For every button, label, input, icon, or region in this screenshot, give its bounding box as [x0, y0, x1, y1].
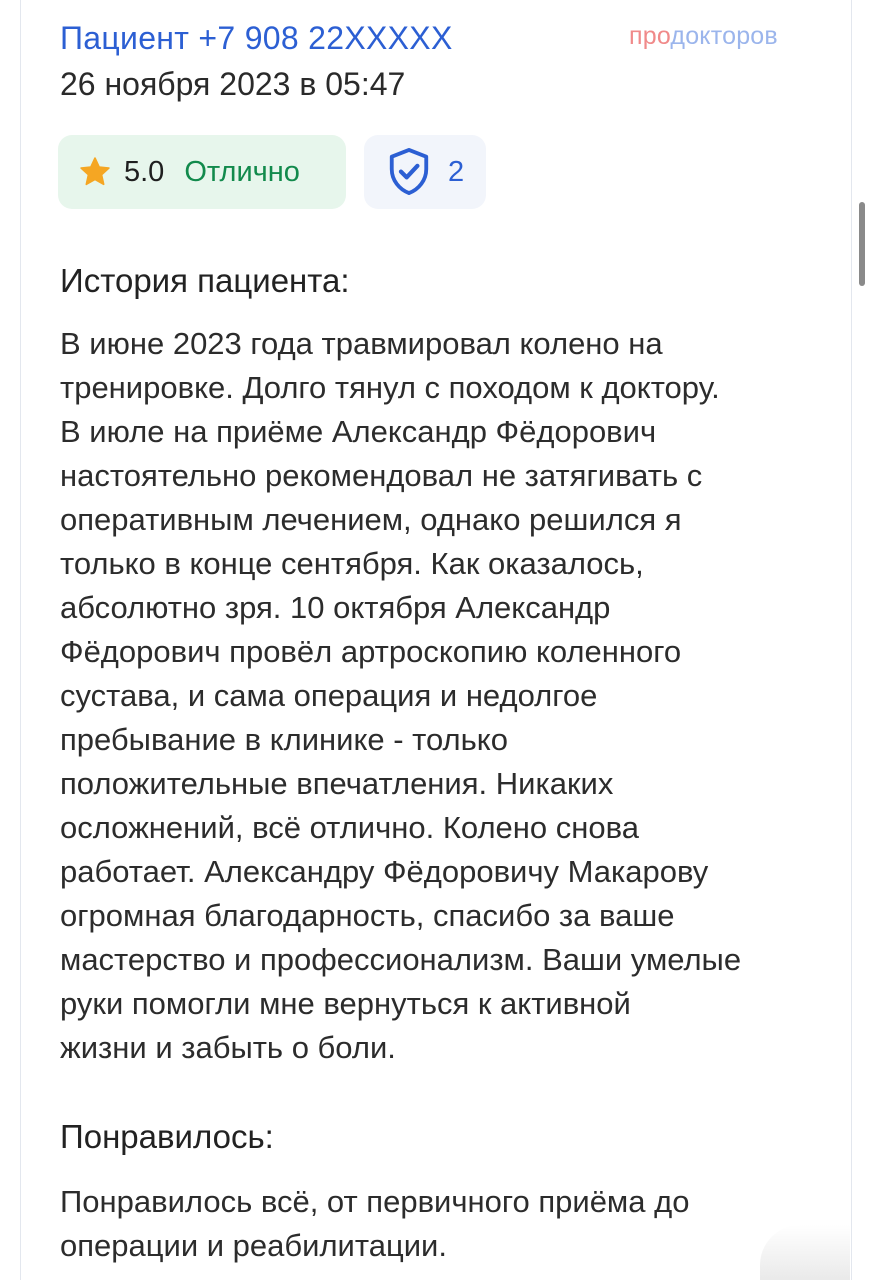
- brand-logo: [629, 22, 778, 51]
- history-line: положительные впечатления. Никаких: [60, 766, 614, 801]
- scrollbar-thumb[interactable]: [859, 202, 865, 286]
- star-icon: [78, 155, 112, 189]
- history-line: осложнений, всё отлично. Колено снова: [60, 810, 639, 845]
- history-line: сустава, и сама операция и недолгое: [60, 678, 598, 713]
- history-line: В июне 2023 года травмировал колено на: [60, 326, 663, 361]
- rating-badge[interactable]: [58, 135, 346, 209]
- history-line: пребывание в клинике - только: [60, 722, 508, 757]
- liked-title: Понравилось:: [60, 1118, 274, 1155]
- history-line: огромная благодарность, спасибо за ваше: [60, 898, 675, 933]
- rating-label: Отлично: [184, 155, 300, 188]
- history-line: работает. Александру Фёдоровичу Макарову: [60, 854, 709, 889]
- brand-logo-doc: докторов: [670, 22, 778, 50]
- liked-text: [60, 1180, 820, 1268]
- history-line: настоятельно рекомендовал не затягивать с: [60, 458, 703, 493]
- history-line: Фёдорович провёл артроскопию коленного: [60, 634, 682, 669]
- liked-line: Понравилось всё, от первичного приёма до: [60, 1184, 690, 1219]
- rating-score: 5.0: [124, 155, 165, 188]
- brand-logo-pro: про: [629, 22, 671, 50]
- history-line: тренировке. Долго тянул с походом к доктору.: [60, 370, 720, 405]
- verified-badge[interactable]: [364, 135, 486, 209]
- history-title: История пациента:: [60, 262, 350, 299]
- overlay-shadow: [760, 1225, 850, 1280]
- history-line: мастерство и профессионализм. Ваши умелые: [60, 942, 742, 977]
- history-line: только в конце сентября. Как оказалось,: [60, 546, 644, 581]
- history-line: оперативным лечением, однако решился я: [60, 502, 682, 537]
- shield-check-icon: [386, 147, 432, 197]
- verified-count: 2: [448, 155, 465, 188]
- liked-line: операции и реабилитации.: [60, 1228, 447, 1263]
- history-line: абсолютно зря. 10 октября Александр: [60, 590, 611, 625]
- patient-name-link[interactable]: Пациент +7 908 22XXXXX: [60, 20, 453, 56]
- history-line: жизни и забыть о боли.: [60, 1030, 396, 1065]
- history-text: [60, 322, 820, 1070]
- review-date: 26 ноября 2023 в 05:47: [60, 66, 406, 102]
- history-line: руки помогли мне вернуться к активной: [60, 986, 631, 1021]
- history-line: В июле на приёме Александр Фёдорович: [60, 414, 657, 449]
